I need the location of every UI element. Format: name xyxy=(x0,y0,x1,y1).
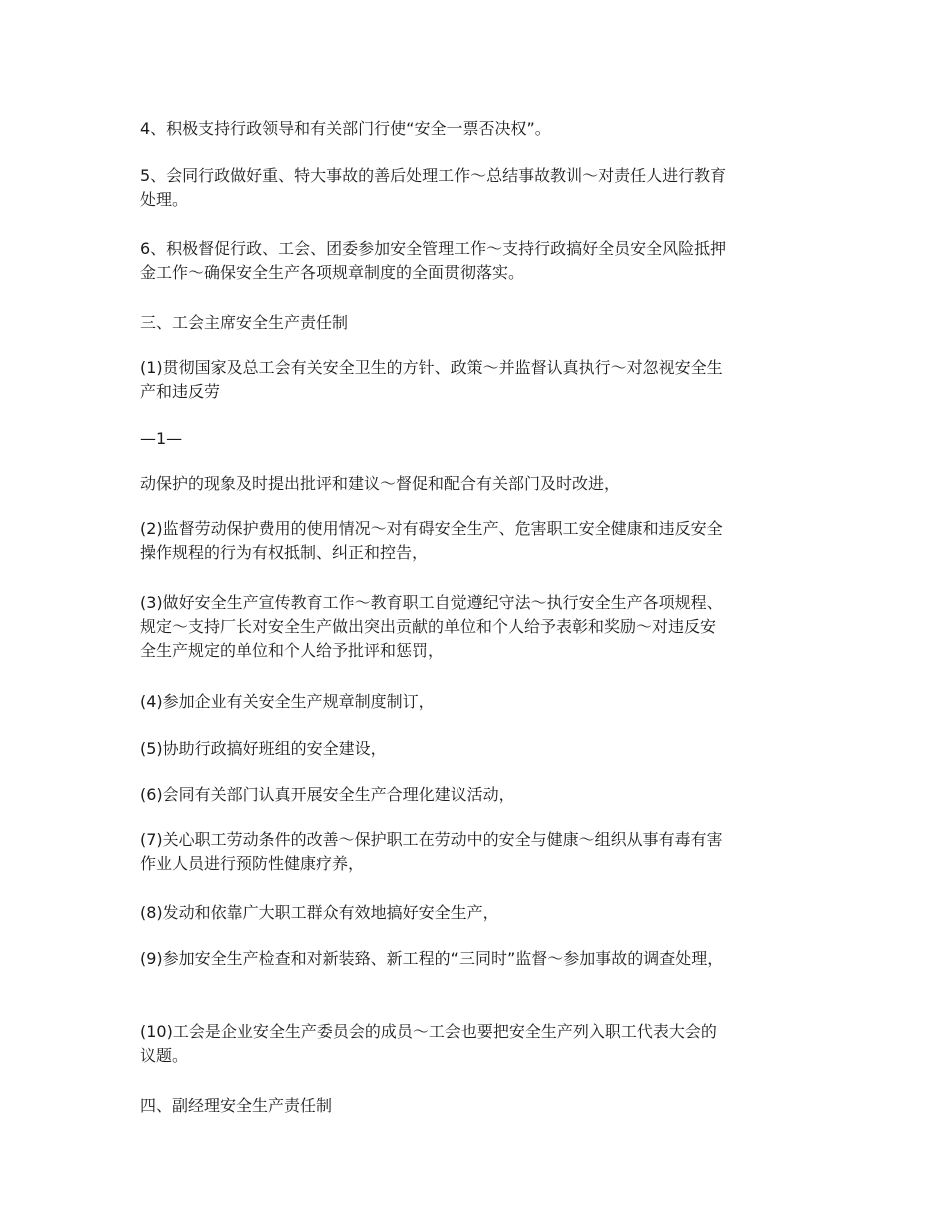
paragraph-item-9 xyxy=(140,947,723,971)
paragraph-continuation xyxy=(140,472,620,496)
paragraph-line: (4)参加企业有关安全生产规章制度制订， xyxy=(140,692,435,711)
paragraph-item-7 xyxy=(140,828,723,876)
paragraph-line: 6、积极督促行政、工会、团委参加安全管理工作～支持行政搞好全员安全风险抵押 xyxy=(140,239,727,258)
paragraph-line: (7)关心职工劳动条件的改善～保护职工在劳动中的安全与健康～组织从事有毒有害 xyxy=(140,830,723,849)
paragraph-line: 四、副经理安全生产责任制 xyxy=(140,1096,333,1115)
paragraph-item-1 xyxy=(140,356,723,404)
paragraph-line: 5、会同行政做好重、特大事故的善后处理工作～总结事故教训～对责任人进行教育 xyxy=(140,166,727,185)
paragraph-line: (10)工会是企业安全生产委员会的成员～工会也要把安全生产列入职工代表大会的 xyxy=(140,1022,717,1041)
paragraph-line: 处理。 xyxy=(140,190,189,209)
paragraph-item-5b xyxy=(140,737,387,761)
paragraph-line: —1— xyxy=(140,429,183,448)
paragraph-line: 议题。 xyxy=(140,1046,189,1065)
paragraph-line: (6)会同有关部门认真开展安全生产合理化建议活动， xyxy=(140,785,515,804)
paragraph-line: (5)协助行政搞好班组的安全建设， xyxy=(140,739,387,758)
section-heading-4 xyxy=(140,1094,332,1118)
paragraph-line: 规定～支持厂长对安全生产做出突出贡献的单位和个人给予表彰和奖励～对违反安 xyxy=(140,617,717,636)
paragraph-item-5 xyxy=(140,164,726,212)
section-heading-3 xyxy=(140,311,348,335)
paragraph-line: 操作规程的行为有权抵制、纠正和控告， xyxy=(140,543,429,562)
paragraph-line: 动保护的现象及时提出批评和建议～督促和配合有关部门及时改进， xyxy=(140,474,621,493)
paragraph-line: 作业人员进行预防性健康疗养， xyxy=(140,854,365,873)
paragraph-line: 产和违反劳 xyxy=(140,382,221,401)
paragraph-item-10 xyxy=(140,1020,717,1068)
paragraph-line: 金工作～确保安全生产各项规章制度的全面贯彻落实。 xyxy=(140,263,525,282)
paragraph-item-6b xyxy=(140,783,515,807)
paragraph-item-4 xyxy=(140,117,551,141)
paragraph-line: 全生产规定的单位和个人给予批评和惩罚， xyxy=(140,641,445,660)
paragraph-line: (1)贯彻国家及总工会有关安全卫生的方针、政策～并监督认真执行～对忽视安全生 xyxy=(140,358,723,377)
paragraph-item-6 xyxy=(140,237,726,285)
paragraph-line: (8)发动和依靠广大职工群众有效地搞好安全生产， xyxy=(140,903,499,922)
paragraph-line: 三、工会主席安全生产责任制 xyxy=(140,313,349,332)
paragraph-item-8 xyxy=(140,901,499,925)
paragraph-line: (2)监督劳动保护费用的使用情况～对有碍安全生产、危害职工安全健康和违反安全 xyxy=(140,519,723,538)
paragraph-item-3 xyxy=(140,591,723,663)
paragraph-line: (9)参加安全生产检查和对新装臵、新工程的“三同时”监督～参加事故的调查处理， xyxy=(140,949,724,968)
paragraph-item-2 xyxy=(140,517,723,565)
paragraph-line: (3)做好安全生产宣传教育工作～教育职工自觉遵纪守法～执行安全生产各项规程、 xyxy=(140,593,723,612)
paragraph-item-4b xyxy=(140,690,435,714)
paragraph-line: 4、积极支持行政领导和有关部门行使“安全一票否决权”。 xyxy=(140,119,551,138)
page-number xyxy=(140,427,182,451)
